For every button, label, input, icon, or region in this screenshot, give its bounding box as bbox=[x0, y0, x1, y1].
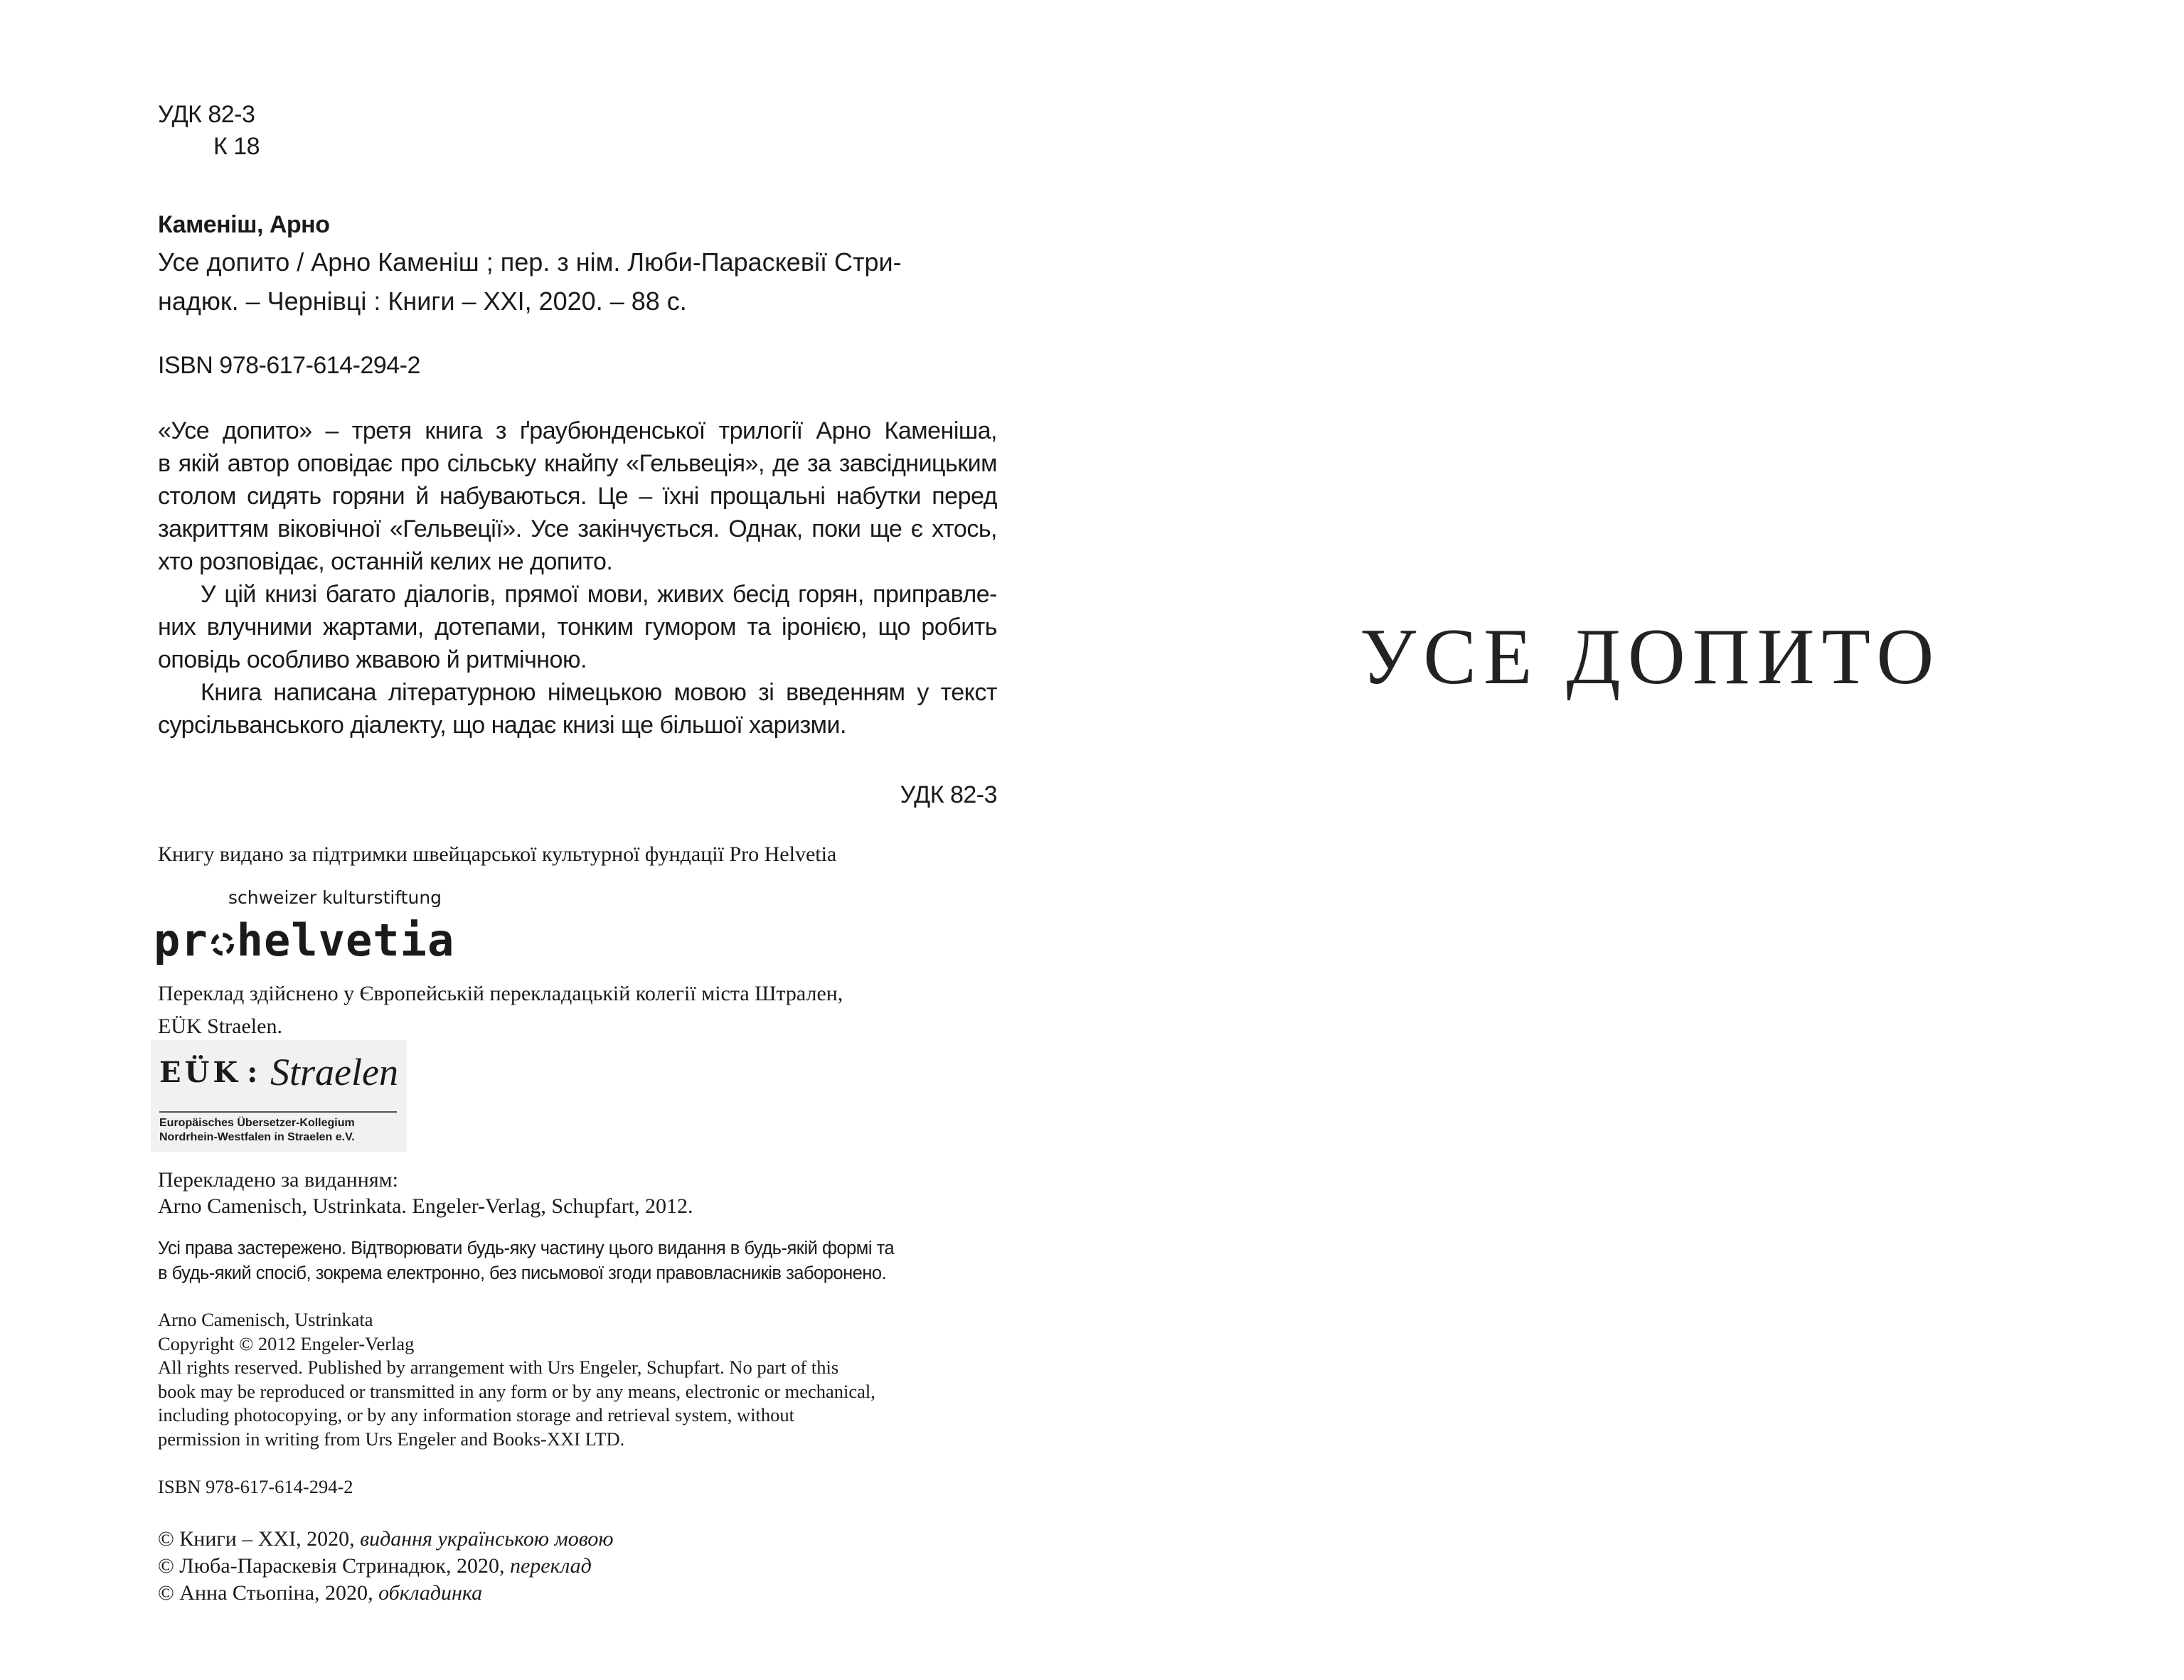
annotation-line: «Усе допито» – третя книга з ґраубюнденської трилогії Арно Каменіша, bbox=[158, 417, 997, 444]
author-heading: Каменіш, Арно bbox=[158, 211, 330, 238]
copyright-en-line: Arno Camenisch, Ustrinkata bbox=[158, 1309, 373, 1330]
book-title: УСЕ ДОПИТО bbox=[1360, 613, 1941, 701]
copyright-en bbox=[158, 1308, 875, 1451]
euk-prefix: EÜK bbox=[159, 1056, 242, 1089]
copyright-en-line: All rights reserved. Published by arrangement with Urs Engeler, Schupfart. No part of this bbox=[158, 1357, 839, 1378]
annotation-line: сурсільванського діалекту, що надає книзі ще більшої харизми. bbox=[158, 712, 846, 739]
prohelvetia-wordmark bbox=[154, 914, 454, 966]
copyright-en-line: Copyright © 2012 Engeler-Verlag bbox=[158, 1332, 415, 1354]
isbn-repeat: ISBN 978-617-614-294-2 bbox=[158, 1476, 353, 1497]
isbn: ISBN 978-617-614-294-2 bbox=[158, 352, 420, 379]
prohelvetia-wordmark-a: pr bbox=[154, 914, 208, 966]
annotation-line: закриттям віковічної «Гельвеції». Усе закінчується. Однак, поки ще є хтось, bbox=[158, 515, 997, 542]
annotation-line: в якій автор оповідає про сільську кнайпу «Гельвеція», де за завсідницьким bbox=[158, 450, 997, 477]
copyright-line: © Книги – ХХІ, 2020, видання українською мовою bbox=[158, 1527, 614, 1551]
euk-straelen-logo bbox=[151, 1040, 407, 1152]
copyright-ua bbox=[158, 1526, 614, 1607]
crosshair-icon bbox=[210, 916, 235, 941]
copyright-line: © Анна Стьопіна, 2020, обкладинка bbox=[158, 1581, 483, 1605]
description-line-2: надюк. – Чернівці : Книги – ХХІ, 2020. – 88 с. bbox=[158, 287, 687, 316]
prohelvetia-wordmark-b: helvetia bbox=[236, 914, 455, 966]
annotation-line: У цій книзі багато діалогів, прямої мови, живих бесід горян, приправле- bbox=[201, 581, 997, 608]
copyright-en-line: including photocopying, or by any information storage and retrieval system, without bbox=[158, 1404, 794, 1425]
copyright-line: © Люба-Параскевія Стринадюк, 2020, переклад bbox=[158, 1554, 592, 1578]
annotation-line: оповідь особливо жвавою й ритмічною. bbox=[158, 646, 587, 673]
shelf-code: К 18 bbox=[213, 133, 260, 160]
translated-from-line-2: Arno Camenisch, Ustrinkata. Engeler-Verlag, Schupfart, 2012. bbox=[158, 1194, 693, 1218]
rights-ua-line-2: в будь-який спосіб, зокрема електронно, без письмової згоди правовласників заборонено. bbox=[158, 1263, 887, 1283]
euk-line-2: Nordrhein-Westfalen in Straelen e.V. bbox=[159, 1131, 355, 1143]
udk-code-bottom: УДК 82-3 bbox=[900, 781, 997, 808]
annotation-line: Книга написана літературною німецькою мовою зі введенням у текст bbox=[201, 679, 997, 706]
translation-note-line-2: EÜK Straelen. bbox=[158, 1015, 282, 1038]
description-line-1: Усе допито / Арно Каменіш ; пер. з нім. Люби-Параскевії Стри- bbox=[158, 247, 902, 277]
rights-ua-line-1: Усі права застережено. Відтворювати будь-яку частину цього видання в будь-якій формі та bbox=[158, 1238, 895, 1258]
copyright-en-line: book may be reproduced or transmitted in any form or by any means, electronic or mechanical, bbox=[158, 1380, 875, 1402]
annotation-line: них влучними жартами, дотепами, тонким гумором та іронією, що робить bbox=[158, 614, 997, 641]
udk-code-top: УДК 82-3 bbox=[158, 101, 255, 128]
prohelvetia-logo bbox=[154, 887, 455, 966]
divider bbox=[159, 1111, 397, 1113]
annotation-line: хто розповідає, останній келих не допито. bbox=[158, 548, 613, 575]
translated-from-line-1: Перекладено за виданням: bbox=[158, 1168, 398, 1192]
euk-line-1: Europäisches Übersetzer-Kollegium bbox=[159, 1117, 355, 1129]
euk-separator: : bbox=[247, 1054, 258, 1089]
copyright-en-line: permission in writing from Urs Engeler and Books-XXI LTD. bbox=[158, 1428, 625, 1450]
support-note: Книгу видано за підтримки швейцарської культурної фундації Pro Helvetia bbox=[158, 842, 837, 866]
annotation bbox=[158, 414, 997, 742]
annotation-line: столом сидять горяни й набуваються. Це – їхні прощальні набутки перед bbox=[158, 483, 997, 510]
euk-city: Straelen bbox=[270, 1051, 398, 1093]
prohelvetia-tagline: schweizer kulturstiftung bbox=[228, 887, 442, 908]
translation-note-line-1: Переклад здійснено у Європейській перекладацькій колегії міста Штрален, bbox=[158, 982, 843, 1005]
